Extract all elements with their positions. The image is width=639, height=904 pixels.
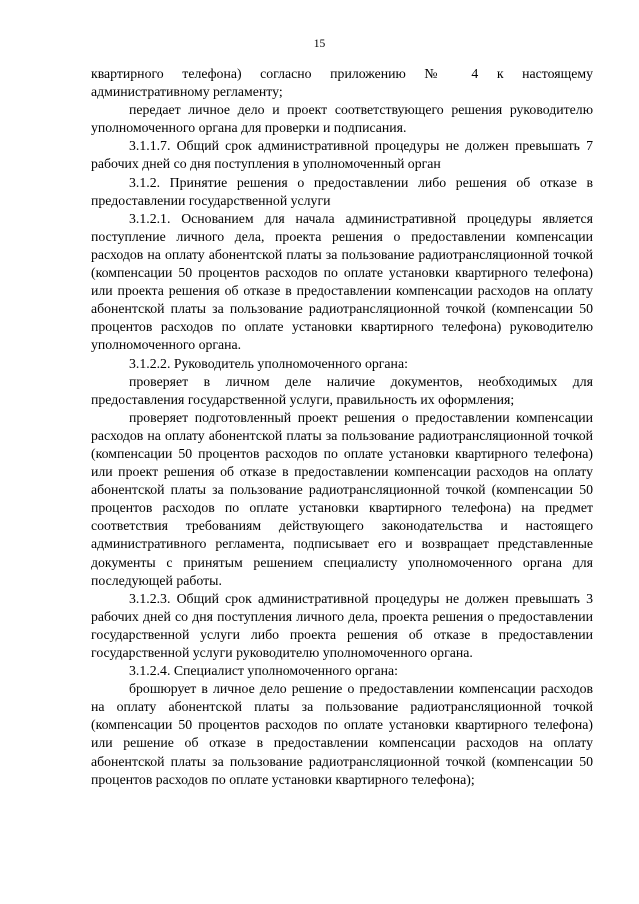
paragraph: 3.1.2.4. Специалист уполномоченного органа: [129,663,398,679]
paragraph: квартирного телефона) согласно приложению № 4 к настоящему административному регламенту; [91,66,593,100]
paragraph: 3.1.2.1. Основанием для начала административной процедуры является поступление личного дела, проекта решения о предоставлении компенсации расходов на оплату абонентской платы за пользование радиотрансляционной точкой (компенсации 50 процентов расходов по оплате установки квартирного телефона) или проекта решения об отказе в предоставлении компенсации расходов на оплату абонентской платы за пользование радиотрансляционной точкой (компенсации 50 процентов расходов по оплате установки квартирного телефона) руководителю уполномоченного органа. [91,210,593,353]
paragraph: 3.1.2.2. Руководитель уполномоченного органа: [129,355,408,371]
page-number: 15 [313,38,326,50]
paragraph: проверяет в личном деле наличие документов, необходимых для предоставления государственной услуги, правильность их оформления; [91,373,593,407]
paragraph: 3.1.1.7. Общий срок административной процедуры не должен превышать 7 рабочих дней со дня поступления в уполномоченный орган [91,138,593,172]
document-body [91,65,593,789]
paragraph: передает личное дело и проект соответствующего решения руководителю уполномоченного органа для проверки и подписания. [91,102,593,136]
paragraph: проверяет подготовленный проект решения о предоставлении компенсации расходов на оплату абонентской платы за пользование радиотрансляционной точкой (компенсации 50 процентов расходов по оплате установки квартирного телефона) или проект решения об отказе в предоставлении компенсации расходов на оплату абонентской платы за пользование радиотрансляционной точкой (компенсации 50 процентов расходов по оплате установки квартирного телефона) на предмет соответствия требованиям действующего законодательства и настоящего административного регламента, подписывает его и возвращает представленные документы с принятым решением специалисту уполномоченного органа для последующей работы. [91,409,593,588]
paragraph: брошюрует в личное дело решение о предоставлении компенсации расходов на оплату абонентской платы за пользование радиотрансляционной точкой (компенсации 50 процентов расходов по оплате установки квартирного телефона) или решение об отказе в предоставлении компенсации расходов на оплату абонентской платы за пользование радиотрансляционной точкой (компенсации 50 процентов расходов по оплате установки квартирного телефона); [91,681,593,787]
section-heading: 3.1.2. Принятие решения о предоставлении либо решения об отказе в предоставлении государственной услуги [91,174,593,208]
paragraph: 3.1.2.3. Общий срок административной процедуры не должен превышать 3 рабочих дней со дня поступления личного дела, проекта решения о предоставлении государственной услуги либо проекта решения об отказе в предоставлении государственной услуги руководителю уполномоченного органа. [91,590,593,660]
